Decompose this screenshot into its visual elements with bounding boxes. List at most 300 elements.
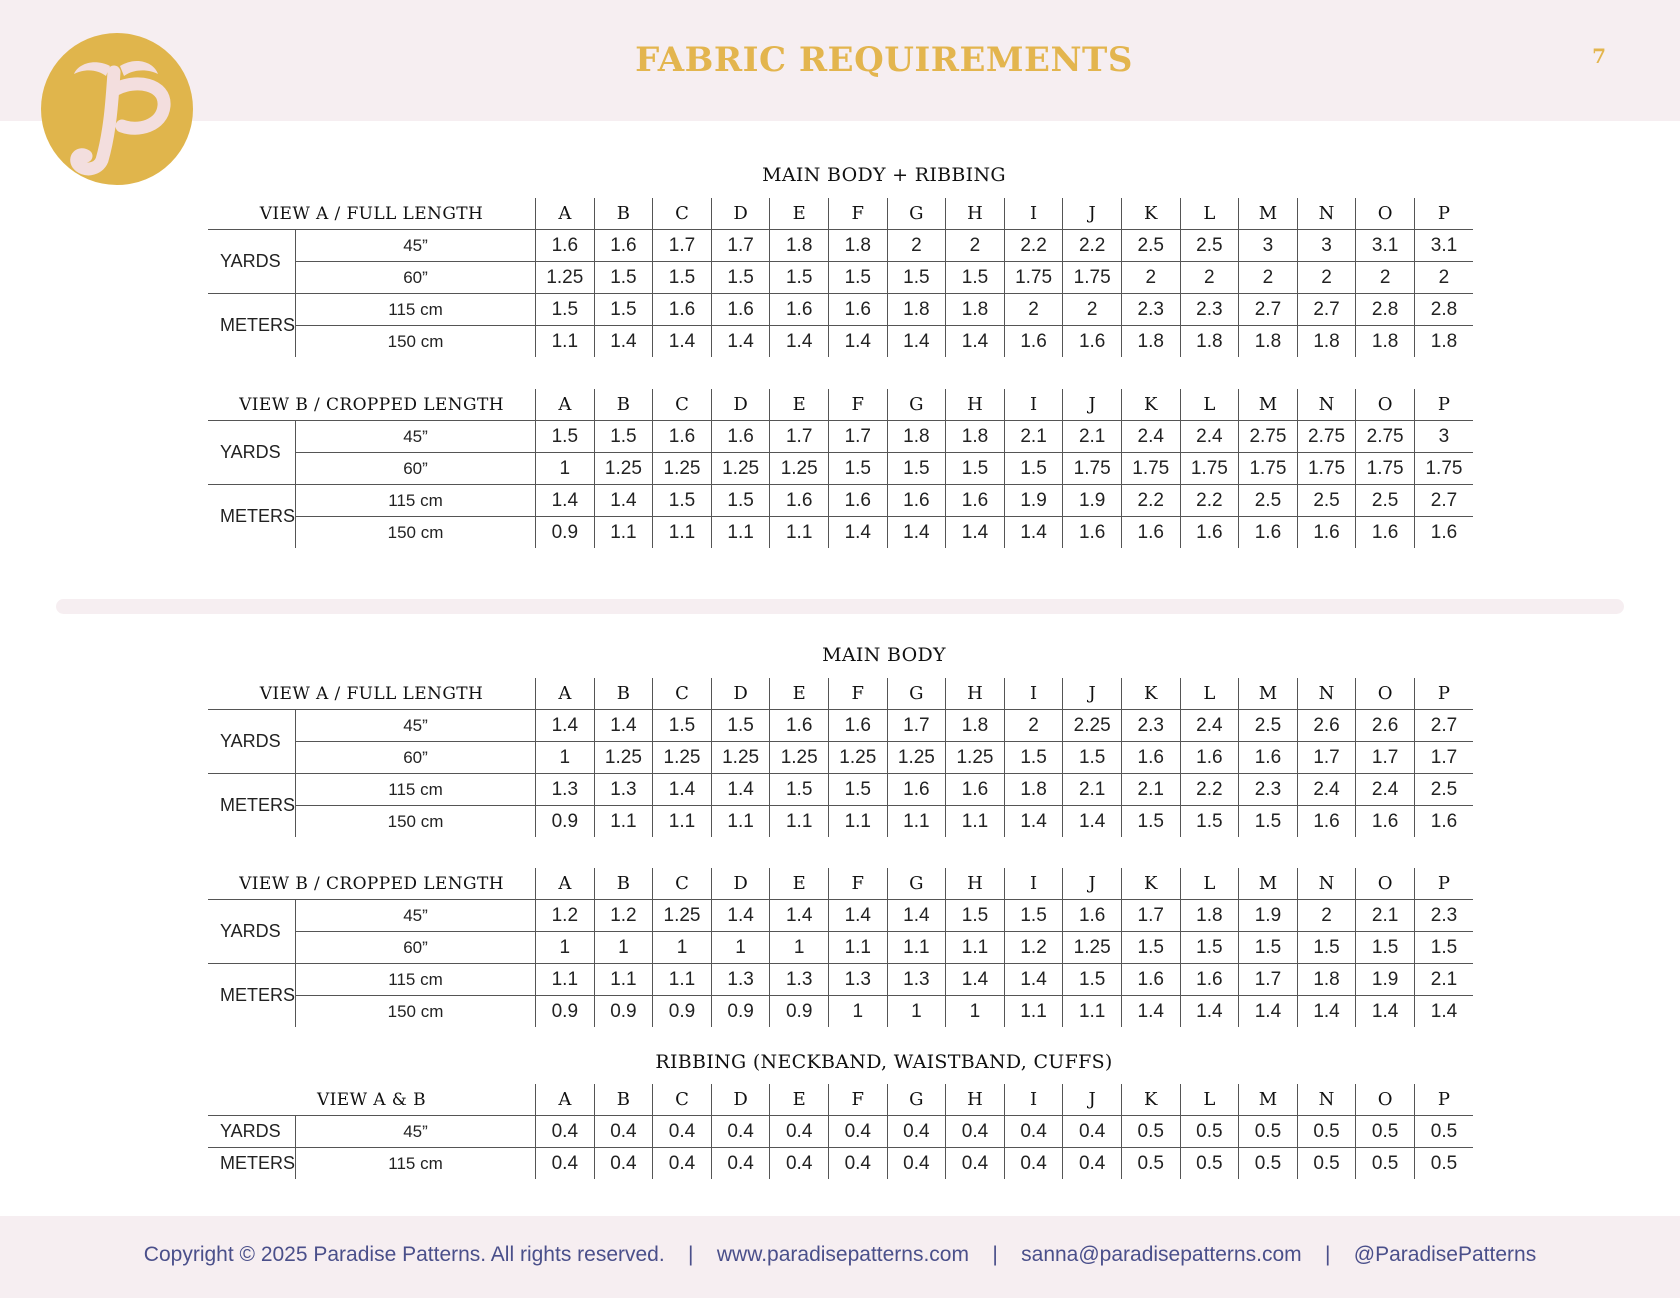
yardage-value: 1.75 [1121,453,1180,485]
yardage-value: 1.6 [828,485,887,517]
yardage-value: 1.8 [828,230,887,262]
yardage-value: 1.25 [828,742,887,774]
page-title: FABRIC REQUIREMENTS [635,40,1133,80]
yardage-value: 0.5 [1180,1148,1239,1180]
table-row [208,710,1473,742]
yardage-value: 0.4 [887,1148,946,1180]
size-column-header: J [1063,389,1122,421]
yardage-value: 1.1 [653,964,712,996]
size-column-header: N [1297,1084,1356,1116]
yardage-value: 1.4 [594,326,653,358]
size-column-header: M [1239,1084,1298,1116]
yardage-value: 1.25 [711,742,770,774]
unit-label: METERS [208,294,296,358]
yardage-value: 1.6 [536,230,595,262]
unit-label: YARDS [208,710,296,774]
yardage-value: 1.4 [711,774,770,806]
yardage-value: 2.5 [1356,485,1415,517]
yardage-value: 1.75 [1004,262,1063,294]
table-row [208,774,1473,806]
view-label: VIEW A / FULL LENGTH [208,198,536,230]
yardage-value: 1.1 [770,806,829,838]
yardage-value: 0.5 [1414,1148,1473,1180]
table-row [208,1116,1473,1148]
yardage-value: 1.5 [828,262,887,294]
yardage-value: 1.4 [1297,996,1356,1028]
view-label: VIEW A & B [208,1084,536,1116]
yardage-value: 1.4 [887,326,946,358]
table-row [208,294,1473,326]
yardage-value: 1.25 [711,453,770,485]
yardage-value: 0.9 [653,996,712,1028]
view-label: VIEW A / FULL LENGTH [208,678,536,710]
yardage-value: 0.4 [653,1116,712,1148]
yardage-value: 1.3 [536,774,595,806]
yardage-value: 1.6 [770,485,829,517]
yardage-value: 1.8 [1414,326,1473,358]
yardage-value: 2 [1180,262,1239,294]
yardage-value: 2.6 [1297,710,1356,742]
size-column-header: J [1063,198,1122,230]
yardage-value: 1.4 [887,900,946,932]
size-column-header: K [1121,198,1180,230]
fabric-width-label: 60” [296,453,536,485]
yardage-value: 0.4 [946,1116,1005,1148]
yardage-value: 2.3 [1180,294,1239,326]
yardage-value: 1.4 [653,326,712,358]
yardage-value: 1.8 [946,421,1005,453]
yardage-value: 1.5 [1239,932,1298,964]
yardage-value: 1.25 [594,453,653,485]
yardage-value: 0.4 [1063,1116,1122,1148]
size-column-header: C [653,678,712,710]
yardage-value: 1.25 [1063,932,1122,964]
fabric-width-label: 115 cm [296,485,536,517]
table-row [208,485,1473,517]
yardage-value: 1.1 [653,806,712,838]
yardage-value: 2.3 [1414,900,1473,932]
size-column-header: J [1063,868,1122,900]
footer-separator: | [688,1243,694,1266]
size-column-header: L [1180,868,1239,900]
yardage-value: 1.5 [1121,932,1180,964]
yardage-value: 1 [536,932,595,964]
yardage-value: 1.5 [1414,932,1473,964]
yardage-value: 2 [1356,262,1415,294]
yardage-value: 1.2 [1004,932,1063,964]
size-column-header: D [711,198,770,230]
yardage-value: 3.1 [1356,230,1415,262]
yardage-value: 1.2 [594,900,653,932]
yardage-value: 0.5 [1356,1116,1415,1148]
yardage-value: 1.5 [711,262,770,294]
yardage-value: 1.25 [594,742,653,774]
yardage-value: 0.9 [536,996,595,1028]
yardage-value: 1.8 [946,294,1005,326]
yardage-value: 1.75 [1239,453,1298,485]
yardage-value: 2 [1004,294,1063,326]
yardage-value: 2.5 [1180,230,1239,262]
yardage-value: 1.4 [1004,517,1063,549]
yardage-value: 1.4 [1063,806,1122,838]
yardage-value: 2.2 [1180,485,1239,517]
brand-logo [40,32,194,186]
yardage-value: 2.75 [1356,421,1415,453]
yardage-value: 2.3 [1121,710,1180,742]
yardage-value: 1.6 [1297,517,1356,549]
yardage-value: 1.5 [946,262,1005,294]
yardage-value: 2.4 [1180,710,1239,742]
table-row [208,326,1473,358]
yardage-value: 1.5 [1121,806,1180,838]
yardage-value: 1.75 [1297,453,1356,485]
yardage-value: 2.1 [1356,900,1415,932]
yardage-value: 1.4 [711,326,770,358]
yardage-value: 1.9 [1356,964,1415,996]
yardage-value: 1.6 [653,421,712,453]
yardage-value: 2.25 [1063,710,1122,742]
size-column-header: A [536,678,595,710]
yardage-value: 0.4 [594,1148,653,1180]
yardage-value: 1.6 [1121,964,1180,996]
yardage-value: 1.75 [1356,453,1415,485]
yardage-value: 1.6 [1414,517,1473,549]
yardage-value: 1.4 [711,900,770,932]
yardage-value: 1.5 [828,774,887,806]
footer-copyright: Copyright © 2025 Paradise Patterns. All rights reserved. [143,1243,665,1266]
yardage-value: 2.8 [1356,294,1415,326]
size-column-header: K [1121,678,1180,710]
yardage-value: 1.5 [828,453,887,485]
yardage-value: 1.5 [887,453,946,485]
yardage-value: 1.4 [594,710,653,742]
yardage-value: 2.4 [1121,421,1180,453]
view-label: VIEW B / CROPPED LENGTH [208,389,536,421]
yardage-value: 1.5 [1063,742,1122,774]
fabric-width-label: 115 cm [296,964,536,996]
yardage-value: 1.1 [711,517,770,549]
yardage-value: 2.1 [1121,774,1180,806]
size-column-header: F [828,198,887,230]
size-column-header: P [1414,389,1473,421]
yardage-value: 1 [828,996,887,1028]
yardage-value: 1.25 [770,453,829,485]
size-column-header: F [828,1084,887,1116]
size-column-header: B [594,198,653,230]
size-column-header: I [1004,868,1063,900]
fabric-width-label: 45” [296,1116,536,1148]
yardage-value: 1.8 [887,294,946,326]
yardage-value: 1.1 [594,964,653,996]
yardage-value: 2.7 [1414,710,1473,742]
yardage-value: 1.6 [1297,806,1356,838]
unit-label: YARDS [208,1116,296,1148]
yardage-value: 1.9 [1004,485,1063,517]
yardage-value: 2.2 [1063,230,1122,262]
yardage-value: 1.6 [1180,742,1239,774]
yardage-value: 1.25 [770,742,829,774]
yardage-value: 1.1 [887,932,946,964]
fabric-width-label: 115 cm [296,294,536,326]
fabric-width-label: 115 cm [296,774,536,806]
yardage-value: 1 [770,932,829,964]
yardage-value: 1.5 [1239,806,1298,838]
yardage-value: 0.4 [536,1116,595,1148]
yardage-value: 0.5 [1297,1148,1356,1180]
yardage-value: 2.1 [1414,964,1473,996]
yardage-value: 1.4 [653,774,712,806]
size-column-header: J [1063,678,1122,710]
yardage-value: 1.4 [828,517,887,549]
size-column-header: C [653,1084,712,1116]
yardage-value: 1.8 [1121,326,1180,358]
yardage-value: 1.5 [946,453,1005,485]
size-column-header: L [1180,198,1239,230]
size-column-header: E [770,389,829,421]
yardage-value: 0.5 [1180,1116,1239,1148]
yardage-value: 1.1 [653,517,712,549]
yardage-value: 0.4 [536,1148,595,1180]
yardage-value: 0.9 [770,996,829,1028]
page-number: 7 [1592,44,1606,68]
fabric-width-label: 60” [296,262,536,294]
yardage-value: 1.1 [1004,996,1063,1028]
footer-separator: | [1324,1243,1331,1266]
table-row [208,1148,1473,1180]
yardage-value: 1.4 [828,900,887,932]
yardage-value: 2.2 [1121,485,1180,517]
yardage-value: 2.1 [1063,774,1122,806]
yardage-value: 2 [1121,262,1180,294]
size-column-header: G [887,1084,946,1116]
yardage-value: 1.5 [711,485,770,517]
yardage-value: 1.6 [1063,517,1122,549]
yardage-value: 1.5 [770,262,829,294]
yardage-value: 1.4 [1356,996,1415,1028]
yardage-value: 1.6 [770,710,829,742]
yardage-value: 1.2 [536,900,595,932]
yardage-value: 2 [1239,262,1298,294]
yardage-value: 1.1 [770,517,829,549]
yardage-value: 0.4 [594,1116,653,1148]
size-column-header: H [946,1084,1005,1116]
yardage-value: 2.7 [1297,294,1356,326]
size-column-header: F [828,389,887,421]
yardage-value: 1.25 [653,742,712,774]
yardage-value: 1.6 [1414,806,1473,838]
size-column-header: H [946,389,1005,421]
yardage-value: 1.75 [1063,262,1122,294]
yardage-value: 1.6 [1063,326,1122,358]
yardage-value: 1 [946,996,1005,1028]
yardage-value: 0.4 [653,1148,712,1180]
yardage-value: 2.6 [1356,710,1415,742]
yardage-value: 0.9 [711,996,770,1028]
yardage-value: 2.2 [1004,230,1063,262]
size-column-header: P [1414,868,1473,900]
fabric-width-label: 45” [296,710,536,742]
yardage-value: 2 [946,230,1005,262]
fabric-width-label: 60” [296,932,536,964]
size-column-header: I [1004,678,1063,710]
yardage-value: 1 [711,932,770,964]
yardage-value: 3 [1297,230,1356,262]
yardage-value: 2 [1414,262,1473,294]
size-column-header: A [536,1084,595,1116]
yardage-value: 1.1 [946,932,1005,964]
yardage-value: 1.5 [1004,453,1063,485]
yardage-value: 1.8 [1180,326,1239,358]
size-column-header: F [828,868,887,900]
size-column-header: O [1356,868,1415,900]
yardage-value: 1.5 [1180,932,1239,964]
yardage-value: 0.4 [770,1116,829,1148]
yardage-value: 2.4 [1180,421,1239,453]
yardage-value: 1.5 [770,774,829,806]
yardage-value: 1.4 [946,964,1005,996]
size-column-header: M [1239,198,1298,230]
unit-label: METERS [208,1148,296,1180]
size-column-header: P [1414,678,1473,710]
yardage-value: 2.1 [1004,421,1063,453]
yardage-value: 1.7 [1297,742,1356,774]
yardage-value: 1.8 [1297,326,1356,358]
yardage-value: 1.1 [946,806,1005,838]
yardage-value: 1.5 [1004,900,1063,932]
size-column-header: E [770,1084,829,1116]
yardage-value: 1.4 [770,326,829,358]
requirements-table [208,678,1473,837]
table-row [208,996,1473,1028]
size-column-header: K [1121,868,1180,900]
yardage-value: 1.5 [1297,932,1356,964]
yardage-value: 0.5 [1239,1116,1298,1148]
requirements-table [208,1084,1473,1179]
size-column-header: G [887,389,946,421]
yardage-value: 1.5 [1063,964,1122,996]
view-label: VIEW B / CROPPED LENGTH [208,868,536,900]
yardage-value: 1.6 [887,485,946,517]
yardage-value: 1.4 [946,326,1005,358]
yardage-value: 1.6 [1180,964,1239,996]
fabric-width-label: 45” [296,230,536,262]
yardage-value: 2.5 [1414,774,1473,806]
yardage-value: 1.8 [1180,900,1239,932]
section-title-main-body: MAIN BODY [822,644,946,666]
yardage-value: 0.4 [1004,1116,1063,1148]
yardage-value: 1.3 [887,964,946,996]
yardage-value: 3.1 [1414,230,1473,262]
yardage-value: 2.2 [1180,774,1239,806]
yardage-value: 0.9 [536,517,595,549]
size-column-header: E [770,868,829,900]
table-row [208,742,1473,774]
yardage-value: 0.9 [536,806,595,838]
yardage-value: 1.7 [1414,742,1473,774]
size-column-header: N [1297,868,1356,900]
yardage-value: 1.4 [887,517,946,549]
yardage-value: 1.8 [1239,326,1298,358]
yardage-value: 1.5 [653,710,712,742]
yardage-value: 1.1 [887,806,946,838]
yardage-value: 1.6 [1356,806,1415,838]
size-column-header: O [1356,1084,1415,1116]
yardage-value: 0.4 [946,1148,1005,1180]
size-column-header: G [887,678,946,710]
yardage-value: 1.6 [711,421,770,453]
yardage-value: 2.5 [1297,485,1356,517]
unit-label: METERS [208,964,296,1028]
footer-social-link[interactable]: @ParadisePatterns [1353,1243,1537,1266]
yardage-value: 1.6 [1121,517,1180,549]
yardage-value: 1.6 [711,294,770,326]
size-column-header: B [594,868,653,900]
yardage-value: 1.4 [594,485,653,517]
size-column-header: G [887,868,946,900]
yardage-value: 1.5 [653,262,712,294]
table-row [208,230,1473,262]
yardage-value: 1.6 [1180,517,1239,549]
yardage-value: 1.6 [1121,742,1180,774]
yardage-value: 0.5 [1297,1116,1356,1148]
yardage-value: 1.5 [594,294,653,326]
yardage-value: 1.4 [1121,996,1180,1028]
requirements-table [208,868,1473,1027]
yardage-value: 2.75 [1239,421,1298,453]
yardage-value: 1.4 [1004,964,1063,996]
size-column-header: O [1356,389,1415,421]
yardage-value: 2.1 [1063,421,1122,453]
table-row [208,517,1473,549]
yardage-value: 1.8 [1004,774,1063,806]
size-column-header: M [1239,868,1298,900]
yardage-value: 1.75 [1063,453,1122,485]
yardage-value: 1 [536,742,595,774]
size-column-header: N [1297,389,1356,421]
yardage-value: 1.5 [1180,806,1239,838]
requirements-table [208,389,1473,548]
yardage-value: 2 [1063,294,1122,326]
yardage-value: 1.3 [594,774,653,806]
unit-label: YARDS [208,421,296,485]
yardage-value: 1.4 [1180,996,1239,1028]
fabric-width-label: 150 cm [387,522,444,542]
yardage-value: 2.3 [1121,294,1180,326]
yardage-value: 1.4 [1004,806,1063,838]
yardage-value: 1.3 [711,964,770,996]
yardage-value: 1.6 [1063,900,1122,932]
unit-label: YARDS [208,230,296,294]
yardage-value: 1.7 [828,421,887,453]
yardage-value: 0.5 [1356,1148,1415,1180]
size-column-header: A [536,198,595,230]
yardage-value: 1.8 [946,710,1005,742]
size-column-header: K [1121,389,1180,421]
yardage-value: 0.5 [1239,1148,1298,1180]
yardage-value: 0.4 [828,1148,887,1180]
footer-website-link[interactable]: www.paradisepatterns.com [716,1243,969,1266]
yardage-value: 1.6 [828,710,887,742]
yardage-value: 1.1 [828,806,887,838]
size-column-header: D [711,1084,770,1116]
yardage-value: 0.4 [770,1148,829,1180]
size-column-header: E [770,678,829,710]
size-column-header: H [946,868,1005,900]
size-column-header: M [1239,678,1298,710]
size-column-header: I [1004,1084,1063,1116]
yardage-value: 1.3 [828,964,887,996]
footer-email-link[interactable]: sanna@paradisepatterns.com [1021,1243,1302,1266]
